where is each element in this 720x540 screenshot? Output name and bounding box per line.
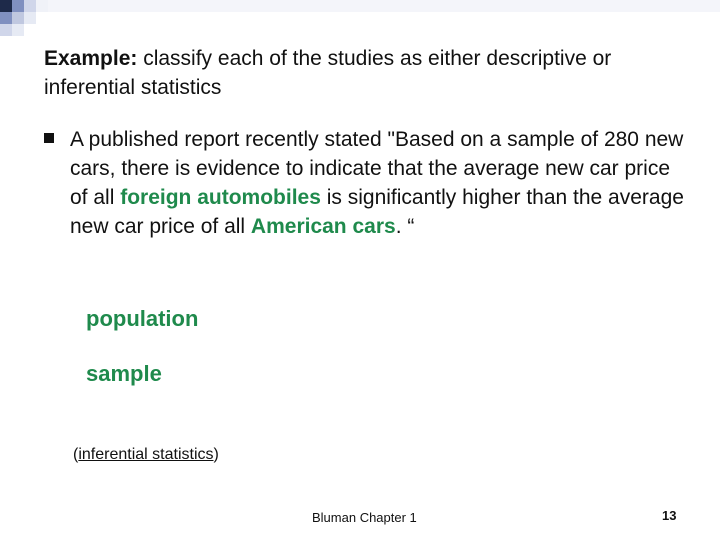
page-number: 13 [662, 508, 677, 523]
answer-inferential: inferential statistics [78, 446, 214, 463]
title-rest: classify each of the studies as either descriptive or inferential statistics [44, 47, 612, 99]
answer-close-paren: ) [213, 446, 219, 463]
highlight-foreign-automobiles: foreign automobiles [120, 186, 321, 209]
highlight-american-cars: American cars [250, 215, 396, 238]
bullet-text-part2: is significantly higher than the average new car price of all [70, 186, 684, 238]
population-label: population [86, 306, 199, 331]
answer-text [73, 446, 219, 464]
bullet-text [70, 125, 690, 241]
answer-open-paren: ( [73, 446, 79, 463]
footer-chapter: Bluman Chapter 1 [312, 510, 417, 525]
bullet-text-part3: . “ [395, 215, 415, 238]
slide-title [44, 44, 694, 102]
sample-label: sample [86, 361, 162, 386]
decorative-corner-pattern [0, 0, 720, 40]
bullet-text-part1: A published report recently stated "Based on a sample of 280 new cars, there is evidence to indicate that the average new car price of all [70, 128, 684, 209]
bullet-square-icon [44, 133, 54, 143]
title-lead: Example: [44, 47, 138, 70]
